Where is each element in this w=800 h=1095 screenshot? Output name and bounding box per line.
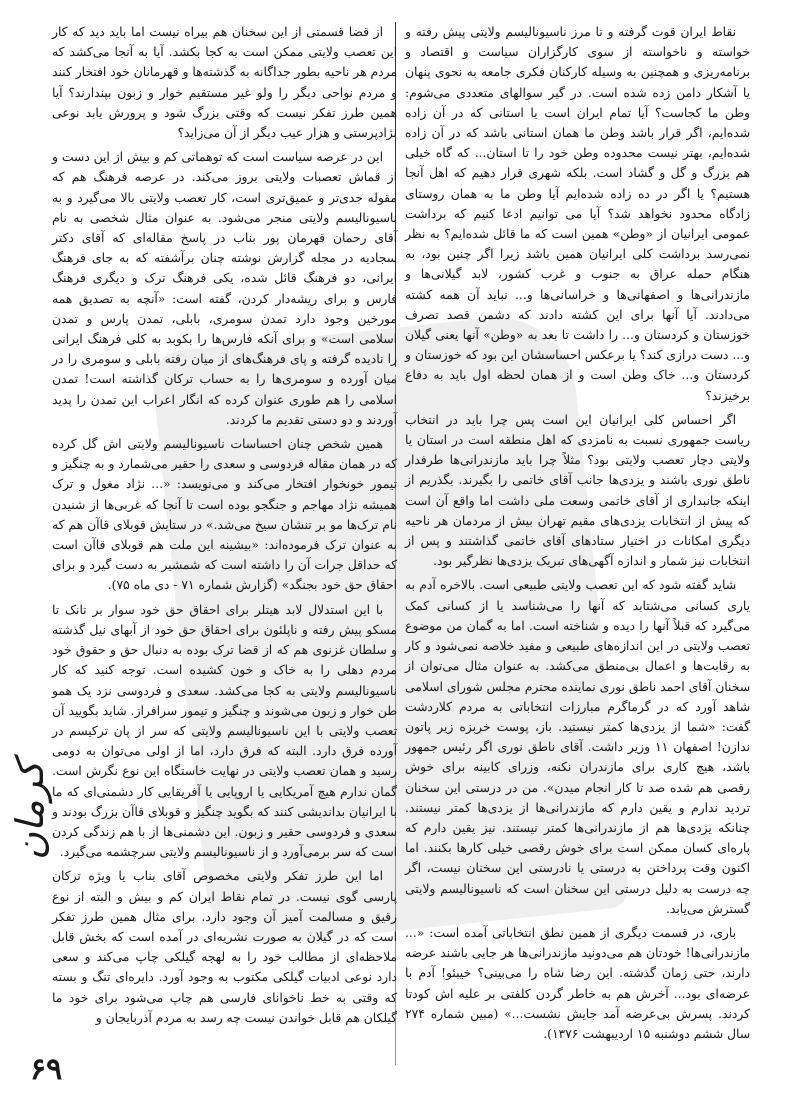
paragraph: با این استدلال لابد هیتلر برای احقاق حق خود سوار بر تانک تا مسکو پیش رفته و ناپلئون برای احقاق حق خود از آبهای نیل گذشته و سلطان غزنوی هم که از قضا ترک بوده به دنبال حق و حقوق خود مردم دهلی را به خاک و خون کشیده است. توجه کنید که کار ناسیونالیسم ولایتی به کجا می‌کشد. سعدی و فردوسی نزد یک همو طن خوار و زبون می‌شوند و چنگیز و تیمور سرافراز. شاید بگویید آن تعصب ولایتی با این ناسیونالیسم ولایتی که سر از پان ترکیسم در آورده فرق دارد. البته که فرق دارد، اما از اولی می‌توان به دومی رسید و همان تعصب ولایتی در نهایت خاستگاه این نوع نگرش است. گمان ندارم هیچ آمریکایی یا اروپایی یا آفریقایی کار دشمنی‌ای که ما با ایرانیان بداندیشی کنند که بگوید چنگیز و قوبلای قاآن بزرگ بودند و سعدی و فردوسی حقیر و زبون. این دشمنی‌ها از با هم زندگی کردن است که سر برمی‌آورد و از ناسیونالیسم ولایتی سرچشمه می‌گیرد. — [52, 602, 397, 860]
paragraph: نقاط ایران قوت گرفته و تا مرز ناسیونالیسم ولایتی پیش رفته و خواسته و ناخواسته از سوی کارگزاران سیاست و اقتصاد و برنامه‌ریزی و همچنین به وسیله کارکنان فکری جامعه به نحوی پنهان یا آشکار دامن زده شده است. در گیر سوالهای متعددی می‌شوم: وطن ما کجاست؟ آیا تمام ایران است یا استانی که در آن زاده شده‌ایم، اگر قرار باشد وطن ما همان استانی باشد که در آن زاده شده‌ایم، بهتر نیست محدوده وطن خود را تا استان... که گاه خیلی هم بزرگ و گل و گشاد است. بلکه شهری قرار دهیم که اهل آنجا هستیم؟ یا اگر در ده زاده شده‌ایم آیا وطن ما به همان روستای زادگاه محدود نخواهد شد؟ آیا می توانیم ادعا کنیم که برداشت عمومی ایرانیان از «وطن» همین است که ما قائل شده‌ایم؟ به نظر نمی‌رسد برداشت کلی ایرانیان همین باشد زیرا اگر چنین بود، به هنگام حمله عراق به جنوب و غرب کشور، لابد گیلانی‌ها و مازندرانی‌ها و اصفهانی‌ها و خراسانی‌ها و... نباید آن همه کشته می‌دادند. آیا آنها برای این کشته دادند که دشمن قصد تصرف خوزستان و کردستان و... را داشت تا بعد به «وطن» آنها یعنی گیلان و... دست درازی کند؟ یا برعکس احساسشان این بود که خوزستان و کردستان و... خاک وطن است و از همان لحظه اول باید به دفاع برخیزند؟ — [405, 25, 750, 403]
paragraph: همین شخص چنان احساسات ناسیونالیسم ولایتی اش گل کرده که در همان مقاله فردوسی و سعدی را حقیر می‌شمارد و به چنگیز و تیمور خونخوار افتخار می‌کند و می‌نویسد: «... نژاد مغول و ترک همیشه نژاد مهاجم و جنگجو بوده است تا آنجا که غربی‌ها از شنیدن نام ترک‌ها مو بر تنشان سیخ می‌شد.» در ستایش قوبلای قاآن هم که به عنوان ترک فرموده‌اند: «بیشینه این ملت هم قوبلای قاآن است که حداقل جرات آن را داشته است که شمشیر به دست گیرد و برای احقاق حق خود بجنگد» (گزارش شماره ۷۱ - دی ماه ۷۵). — [52, 437, 397, 593]
right-column — [405, 22, 750, 1048]
magazine-logo: کرمان — [8, 761, 52, 860]
paragraph: شاید گفته شود که این تعصب ولایتی طبیعی است. بالاخره آدم به یاری کسانی می‌شتابد که آنها را می‌شناسد یا از کسانی کمک می‌گیرد که قبلاً آنها را دیده و شناخته است. اما به گمان من موضوع تعصب ولایتی در این اندازه‌های طبیعی و مفید خلاصه نمی‌شود و کار به رقابت‌ها و اعمال بی‌منطق می‌کشد. به عنوان مثال می‌توان از سخنان آقای احمد ناطق نوری نماینده محترم مجلس شورای اسلامی شاهد آورد که در گرماگرم مبارزات انتخاباتی به مردم کلاردشت گفت: «شما از یزدی‌ها کمتر نیستید. باز، پوست خربزه زیر پاتون ندازن! اصفهان ۱۱ وزیر داشت. آقای ناطق نوری اگر رئیس جمهور باشد، هیچ کاری برای مازندران نکنه، وزرای کابینه برای خوش رقصی هم شده صد تا کار انجام میدن». من در درستی این سخنان تردید ندارم و یقین دارم که مازندرانی‌ها از یزدی‌ها کمتر نیستند. چنانکه یزدی‌ها هم از مازندرانی‌ها کمتر نیستند. نیز یقین دارم که پاره‌ای کسان ممکن است برای خوش رقصی خیلی کارها بکنند. اما اکنون وقت پرداختن به درستی یا نادرستی این سخنان نیست، اگر چه درست به دلیل درستی این سخنان است که ناسیونالیسم ولایتی گسترش می‌یابد. — [405, 578, 750, 916]
paragraph: اما این طرز تفکر ولایتی مخصوص آقای بناب یا ویژه ترکان پارسی گوی نیست. در تمام نقاط ایران کم و بیش و البته از نوع رقیق و مسالمت آمیز آن وجود دارد. برای مثال همین طرز تفکر است که در گیلان به صورت نشریه‌ای در آمده است که بخش قابل ملاحظه‌ای از مطالب خود را به لهجه گیلکی چاپ می‌کند و سعی دارد نوعی ادبیات گیلکی مکتوب به وجود آورد. دایره‌ای تنگ و بسته که وقتی به خط ناخوانای فارسی هم چاپ می‌شود برای خود ما گیلکان هم قابل خواندن نیست چه رسد به مردم آذربایجان و — [52, 869, 397, 1025]
paragraph: باری، در قسمت دیگری از همین نطق انتخاباتی آمده است: «... مازندرانی‌ها! خودتان هم می‌دونید مازندرانی‌ها هر جایی باشند عرضه دارند، حتی زمان گذشته. این رضا شاه را می‌بینی؟ خیبئو! آدم با عرضه‌ای بود... آخرش هم به خاطر گردن کلفتی بر علیه اش کودتا کردند. پسرش بی‌عرضه آمد جایش نشست...» (مبین شماره ۲۷۴ سال ششم دوشنبه ۱۵ اردیبهشت ۱۳۷۶). — [405, 925, 750, 1041]
paragraph: از قضا قسمتی از این سخنان هم بیراه نیست اما باید دید که کار این تعصب ولایتی ممکن است به کجا بکشد. آیا به آنجا می‌کشد که مردم هر ناحیه بطور جداگانه به گذشته‌ها و قهرمانان خود افتخار کنند و مردم نواحی دیگر را ولو غیر مستقیم خوار و زبون بپندارند؟ آیا همین طرز تفکر نیست که وقتی بزرگ شود و پرورش یابد نوعی نژادپرستی و هزار عیب دیگر از آن می‌زاید؟ — [52, 25, 397, 141]
paragraph: اگر احساس کلی ایرانیان این است پس چرا باید در انتخاب ریاست جمهوری نسبت به نامزدی که اهل منطقه است در استان یا ولایتی دچار تعصب ولایتی بود؟ مثلاً چرا باید مازندرانی‌ها طرفدار ناطق نوری باشند و یزدی‌ها جانب آقای خاتمی را بگیرند. بگذریم از اینکه جانبداری از آقای خاتمی وسعت ملی داشت اما واقع آن است که پیش از انتخابات یزدی‌های مقیم تهران بیش از مردمان هر ناحیه دیگری امکانات در اختیار ستادهای آقای خاتمی گذاشتند و پس از انتخابات نیز شمار و اندازه آگهی‌های تبریک یزدی‌ها نظرگیر بود. — [405, 412, 750, 569]
page-number: ۶۹ — [30, 1052, 63, 1087]
left-column — [52, 22, 397, 1032]
paragraph: این در عرصه سیاست است که توهماتی کم و بیش از این دست و از قماش تعصبات ولایتی بروز می‌کند. در عرصه فرهنگ هم که مقوله جدی‌تر و عمیق‌تری است، کار تعصب ولایتی بالا می‌گیرد و به ناسیونالیسم ولایتی منجر می‌شود. به عنوان مثال شخصی به نام آقای رحمان قهرمان پور بناب در پاسخ مقاله‌ای که آقای دکتر سجادیه در مجله گزارش نوشته چنان برآشفته که به جای فرهنگ ایرانی، دو فرهنگ قائل شده، یکی فرهنگ ترک و دیگری فرهنگ فارس و برای ریشه‌دار کردن، گفته است: «آنچه به تصدیق همه مورخین وجود دارد تمدن سومری، بابلی، تمدن پارس و تمدن اسلامی است» و برای آنکه فارس‌ها را بکوبد به کلی فرهنگ ایرانی را نادیده گرفته و پای فرهنگ‌های از میان رفته بابلی و سومری را در میان آورده و سومری‌ها را به حساب ترکان گذاشته است! تمدن اسلامی را هم طوری عنوان کرده که انگار اعراب این تمدن را پدید آوردند و دو دستی تقدیم ما کردند. — [52, 150, 397, 427]
